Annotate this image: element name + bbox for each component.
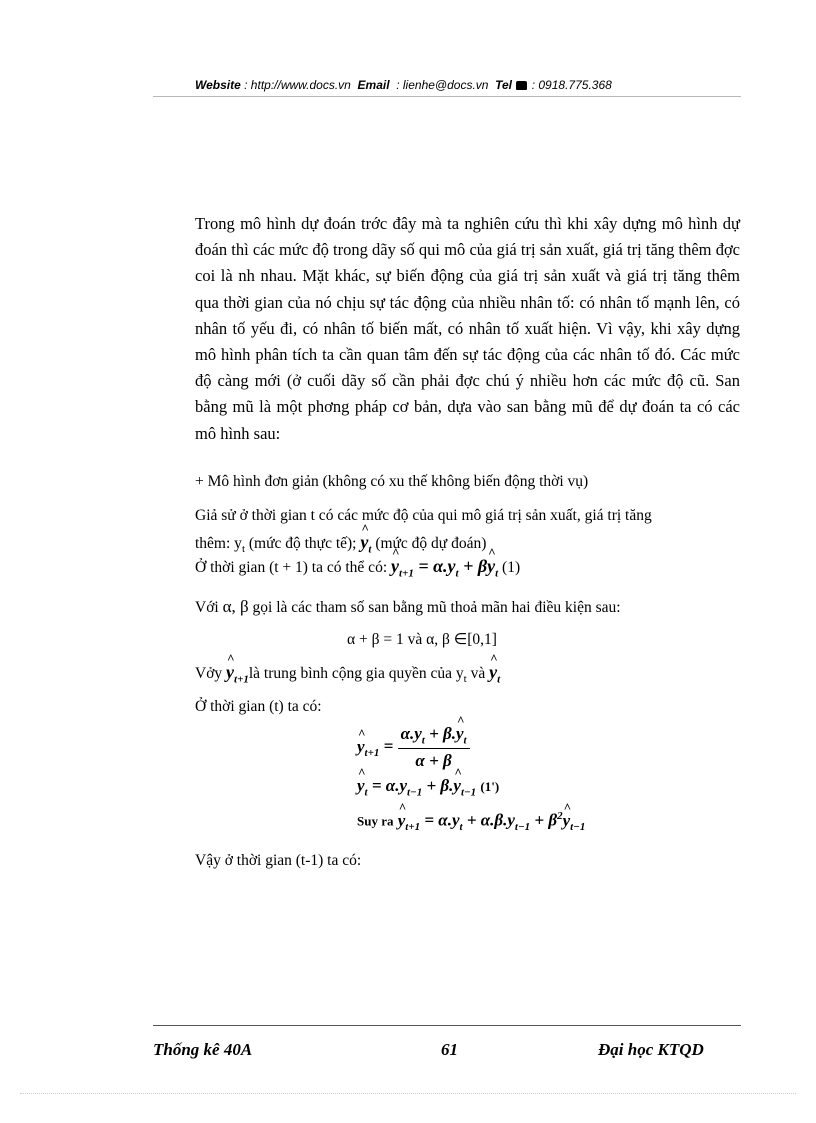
email-label: Email: [357, 78, 390, 92]
equation-fraction: ^ $y_{t+1}$ = $\frac{\alpha.y_t + \beta.\^{} y_t}{\alpha + \beta}$: [357, 724, 470, 771]
weighted-average-line: Vởy ^ $y_{t+1}là$ trung bình cộng gia quyền của $y_t$ và ^ $y_t$: [195, 662, 500, 686]
time-t-line: Ở thời gian (t) ta có:: [195, 698, 322, 715]
tel-value: : 0918.775.368: [531, 78, 612, 92]
equation-derived: Suy ra ^ $y_{t+1} = \alpha.y_t + \alpha.\beta.y_{t-1}$ + $\beta^2\^{}$ $y_{t-1}$: [357, 810, 585, 833]
email-value: : lienhe@docs.vn: [396, 78, 489, 92]
with-parameters-line: Với α, β gọi là các tham số san bằng mũ thoả mãn hai điều kiện sau:: [195, 597, 621, 616]
page-bottom-border: [20, 1093, 796, 1094]
page-header: [195, 78, 612, 92]
assumption-line-1: Giả sử ở thời gian t có các mức độ của qui mô giá trị sản xuất, giá trị tăng: [195, 507, 652, 524]
header-divider: [153, 96, 741, 97]
condition-line: α + β = 1 và α, β ∈[0,1]: [347, 631, 497, 648]
website-label: Website: [195, 78, 241, 92]
footer-left: Thống kê 40A: [153, 1040, 253, 1059]
time-t-plus-1-line: Ở thời gian (t + 1) ta có thể có: ^ $y_{t+1} = \alpha.y_t$ + β^ $y_t$ (1): [195, 556, 520, 580]
time-t-minus-1-line: Vậy ở thời gian (t-1) ta có:: [195, 852, 362, 869]
equation-1-label: (1): [502, 559, 521, 576]
page-number: 61: [441, 1040, 458, 1059]
assumption-line-2: thêm: $y_t$ (mức độ thực tế); ^ $y_t$ (mức độ dự đoán): [195, 532, 486, 556]
website-value: : http://www.docs.vn: [244, 78, 351, 92]
footer-right: Đại học KTQD: [598, 1040, 704, 1059]
phone-icon: [516, 81, 527, 90]
footer-divider: [153, 1025, 741, 1026]
equation-1-prime: ^ $y_t = \alpha.y_{t-1}$ + β.^ $y_{t-1}$ (1'): [357, 776, 499, 798]
model-heading: + Mô hình đơn giản (không có xu thế không biến động thời vụ): [195, 473, 589, 490]
tel-label: Tel: [495, 78, 513, 92]
body-paragraph: Trong mô hình dự đoán trớc đây mà ta nghiên cứu thì khi xây dựng mô hình dự đoán thì các mức độ trong dãy số qui mô của giá trị sản xuất, giá trị tăng thêm đợc coi là nh nhau. Mặt khác, sự biến động của giá trị sản xuất và giá trị tăng thêm qua thời gian của nó chịu sự tác động của nhiều nhân tố: có nhân tố mạnh lên, có nhân tố yếu đi, có nhân tố biến mất, có nhân tố xuất hiện. Vì vậy, khi xây dựng mô hình phân tích ta cần quan tâm đến sự tác động của các nhân tố đó. Các mức độ càng mới (ở cuối dãy số cần phải đợc chú ý nhiều hơn các mức độ cũ. San bằng mũ là một phơng pháp cơ bản, dựa vào san bằng mũ để dự đoán ta có các mô hình sau:: [195, 214, 740, 443]
equation-1: ^ $y_{t+1} = \alpha.y_t$ + β^ $y_t$: [391, 556, 498, 576]
